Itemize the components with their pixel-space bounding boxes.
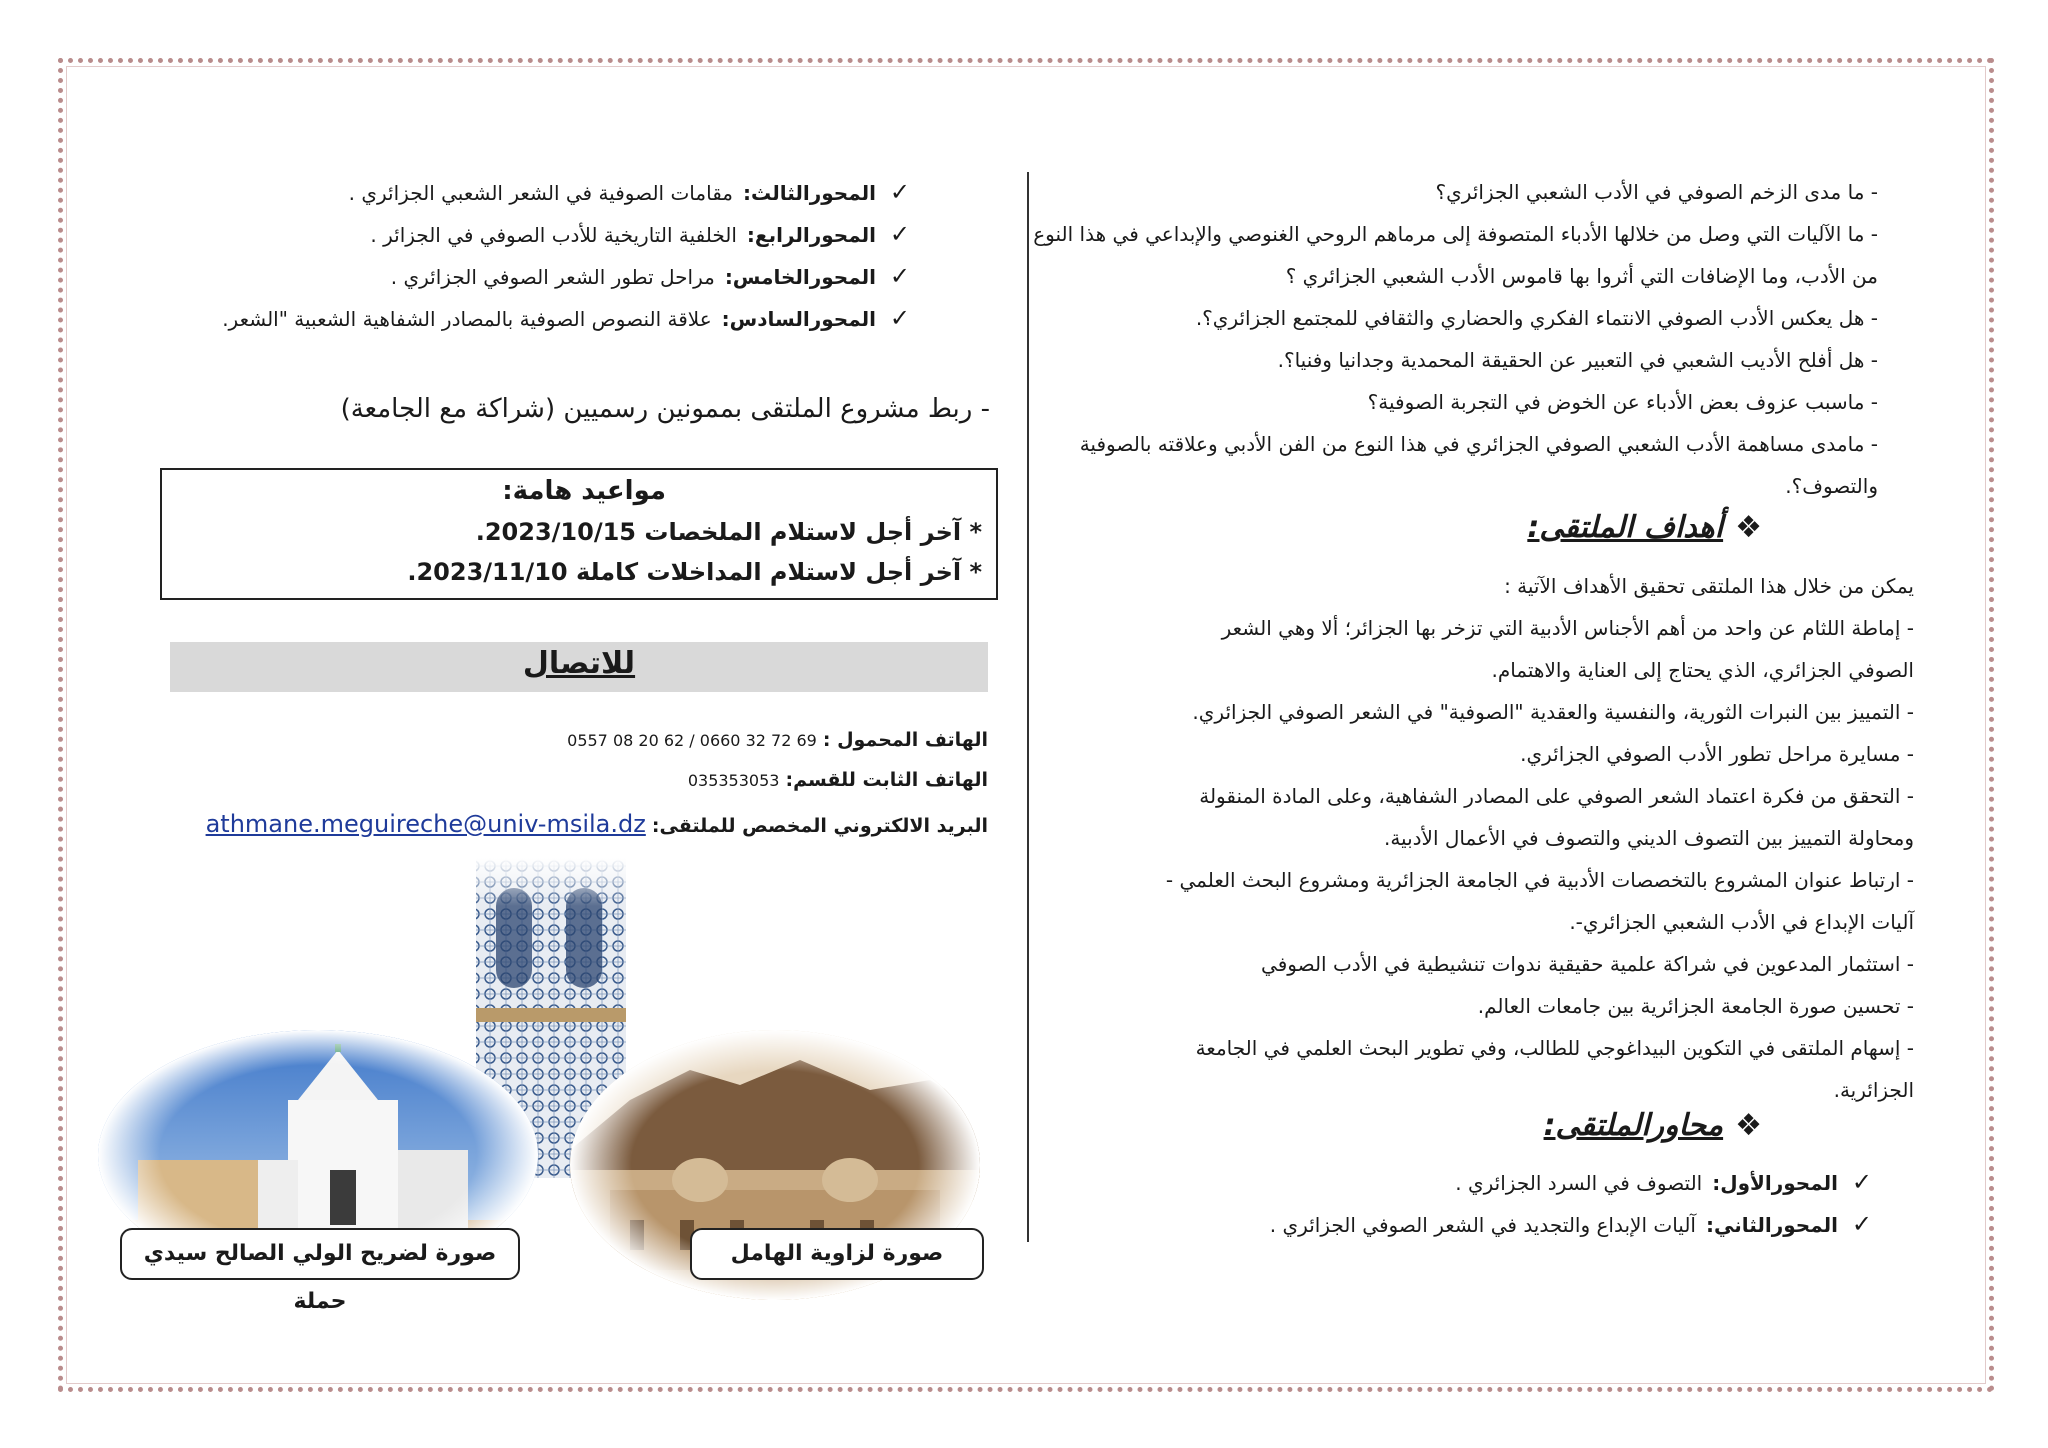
axis-item [349,178,910,207]
axes-heading: ❖محاورالملتقى: [1543,1108,1762,1143]
goal-line: - إسهام الملتقى في التكوين البيداغوجي للطالب، وفي تطوير البحث العلمي في الجامعة [1195,1036,1914,1060]
axis-text: علاقة النصوص الصوفية بالمصادر الشفاهية الشعبية "الشعر. [222,307,712,331]
axis-text: آليات الإبداع والتجديد في الشعر الصوفي الجزائري . [1269,1213,1696,1237]
question-line: - هل يعكس الأدب الصوفي الانتماء الفكري والحضاري والثقافي للمجتمع الجزائري؟. [1195,306,1878,330]
question-line: - ما مدى الزخم الصوفي في الأدب الشعبي الجزائري؟ [1435,180,1878,204]
goal-line: - ارتباط عنوان المشروع بالتخصصات الأدبية في الجامعة الجزائرية ومشروع البحث العلمي - [1165,868,1914,892]
deadline-item: * آخر أجل لاستلام المداخلات كاملة 2023/11/10. [407,558,982,586]
shrine-caption: صورة لضريح الولي الصالح سيدي حملة [120,1228,520,1280]
goal-line: - استثمار المدعوين في شراكة علمية حقيقية ندوات تنشيطية في الأدب الصوفي [1261,952,1914,976]
question-line: - مامدى مساهمة الأدب الشعبي الصوفي الجزائري في هذا النوع من الفن الأدبي وعلاقته بالصوفية [1079,432,1878,456]
checkmark-icon: ✓ [889,220,910,248]
diamond-bullet-icon: ❖ [1735,510,1762,545]
deadlines-box [160,468,998,600]
axis-label: المحورالخامس: [724,265,876,289]
checkmark-icon: ✓ [1851,1168,1872,1196]
question-line: - ماسبب عزوف بعض الأدباء عن الخوض في التجربة الصوفية؟ [1367,390,1878,414]
checkmark-icon: ✓ [1851,1210,1872,1238]
axis-text: مراحل تطور الشعر الصوفي الجزائري . [390,265,715,289]
goal-line: - التحقق من فكرة اعتماد الشعر الصوفي على المصادر الشفاهية، وعلى المادة المنقولة [1199,784,1914,808]
email-label: البريد الالكتروني المخصص للملتقى: [651,815,988,837]
axis-text: التصوف في السرد الجزائري . [1455,1171,1703,1195]
axis-text: مقامات الصوفية في الشعر الشعبي الجزائري . [348,181,734,205]
deadline-item: * آخر أجل لاستلام الملخصات 2023/10/15. [475,518,982,546]
axis-item [1455,1168,1872,1197]
column-divider [1027,172,1029,1242]
partnership-note: - ربط مشروع الملتقى بممونين رسميين (شراكة مع الجامعة) [340,394,990,424]
contact-title: للاتصال [522,646,636,681]
question-line: من الأدب، وما الإضافات التي أثروا بها قاموس الأدب الشعبي الجزائري ؟ [1285,264,1878,288]
email-row [206,810,988,840]
email-link[interactable]: athmane.meguireche@univ-msila.dz [205,810,646,838]
axis-text: الخلفية التاريخية للأدب الصوفي في الجزائر . [370,223,737,247]
axis-label: المحورالأول: [1712,1171,1838,1195]
axis-item [222,304,910,333]
goal-line: آليات الإبداع في الأدب الشعبي الجزائري-. [1569,910,1914,934]
axis-label: المحورالرابع: [746,223,876,247]
axis-label: المحورالسادس: [721,307,876,331]
mobile-value: 0557 08 20 62 / 0660 32 72 69 [567,731,817,750]
diamond-bullet-icon: ❖ [1735,1108,1762,1143]
goal-line: الصوفي الجزائري، الذي يحتاج إلى العناية والاهتمام. [1491,658,1914,682]
contact-bar [170,642,988,692]
checkmark-icon: ✓ [889,178,910,206]
goal-line: - مسايرة مراحل تطور الأدب الصوفي الجزائري. [1520,742,1914,766]
goal-line: - إماطة اللثام عن واحد من أهم الأجناس الأدبية التي تزخر بها الجزائر؛ ألا وهي الشعر [1221,616,1914,640]
goal-line: - التمييز بين النبرات الثورية، والنفسية والعقدية "الصوفية" في الشعر الصوفي الجزائري. [1192,700,1914,724]
goal-line: - تحسين صورة الجامعة الجزائرية بين جامعات العالم. [1477,994,1914,1018]
goals-intro: يمكن من خلال هذا الملتقى تحقيق الأهداف الآتية : [1504,574,1914,598]
landline-value: 035353053 [687,771,780,790]
goal-line: الجزائرية. [1833,1078,1914,1102]
axis-item [1270,1210,1872,1239]
axis-item [370,220,910,249]
mobile-phone-row [567,726,988,755]
landline-label: الهاتف الثابت للقسم: [785,769,988,791]
axis-item [391,262,910,291]
checkmark-icon: ✓ [889,262,910,290]
axis-label: المحورالثالث: [743,181,876,205]
mobile-label: الهاتف المحمول : [822,729,988,751]
question-line: والتصوف؟. [1785,474,1878,498]
question-line: - ما الآليات التي وصل من خلالها الأدباء المتصوفة إلى مرماهم الروحي الغنوصي والإبداعي في هذا النوع [1033,222,1878,246]
checkmark-icon: ✓ [889,304,910,332]
deadlines-title: مواعيد هامة: [502,476,666,506]
axis-label: المحورالثاني: [1705,1213,1838,1237]
landline-row [688,766,988,795]
goal-line: ومحاولة التمييز بين التصوف الديني والتصوف في الأعمال الأدبية. [1383,826,1914,850]
zawiya-caption: صورة لزاوية الهامل [690,1228,984,1280]
question-line: - هل أفلح الأديب الشعبي في التعبير عن الحقيقة المحمدية وجدانيا وفنيا؟. [1277,348,1878,372]
goals-heading: ❖أهداف الملتقى: [1527,510,1762,545]
